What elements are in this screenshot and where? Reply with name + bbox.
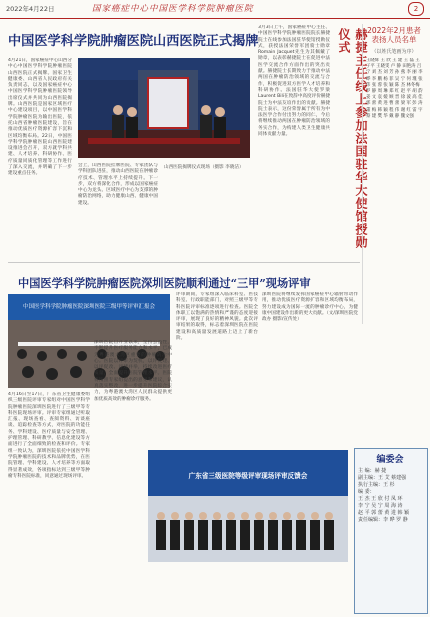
article1-title: 中国医学科学院肿瘤医院山西医院正式揭牌 — [8, 34, 259, 49]
editorial-row: 赵 平 郭 蕾 黄 进 韩 颖 — [358, 510, 410, 516]
article2-photo-group — [148, 450, 348, 562]
article1-col1: 4月21日，国家癌症中心山西分中心中国医学科学院肿瘤医院山西医院正式揭牌。国家卫生健康委、山西省人民政府有关负责同志，以及国家癌症中心中国医学科学院肿瘤医院领导出席仪式并共同为山西医院揭牌。山西医院是国家区域医疗中心建设项目，以中国医学科学院肿瘤医院为输出医院，依托山西省肿瘤医院建设，旨在推动优质医疗资源扩容下沉和区域均衡布局。22日，中国医学科学院肿瘤医院山西医院建设推进会召开，双方就学科共建、人才培养、科研协作、医疗质量同质化管理等工作进行了深入交流，并明确了下一步建设重点任务。 — [8, 58, 72, 177]
section-divider — [8, 262, 360, 263]
editorial-board-title: 编委会 — [376, 455, 404, 465]
honor-list-title: 2022年2月患者表扬人员名单 — [367, 26, 421, 44]
article1-col2: 会上，山西医院挂牌医院、专家团队与学科团队进驻，推动山西医院在肿瘤诊疗技术、管理水平上持续提升。下一步，双方将深化合作，形成以国家癌症中心为龙头、区域医疗中心为支撑的肿瘤防治网络，助力健康山西、健康中国建设。 — [78, 163, 158, 206]
editorial-row: 王 杰 王 欣 付 凤 环 — [358, 496, 403, 502]
meeting-banner-text: 中国医学科学院肿瘤医院深圳医院三级甲等评审汇报会 — [22, 304, 155, 310]
editorial-board-list — [358, 468, 424, 524]
editorial-row: 责任编辑：李 晔 罗 静 — [358, 517, 408, 523]
editorial-row: 执行主编：王 杉 — [358, 482, 395, 488]
article2-col1: 4月16日至17日，广东省卫生健康委组织三级医院评审专家组对中国医学科学院肿瘤医院深圳医院进行了三级甲等专科医院现场评审。评审专家组通过听取汇报、现场查看、查阅资料、访谈座谈、追踪检查等方式，对医院的功能任务、学科建设、医疗质量与安全管理、护理管理、科研教学、信息化建设等方面进行了全面细致的检查和评价。专家组一致认为，深圳医院依托中国医学科学院肿瘤医院的技术和品牌优势，在医院管理、学科建设、人才培养等方面取得显著成效，各项指标达到三级甲等肿瘤专科医院标准，同意通过现场评审。 — [8, 392, 90, 479]
article2-col2: 深圳医院自开业以来，坚持公益性，不断提升医疗服务能力和水平，已成为粤港澳大湾区重要的肿瘤防治中心。医院以评审为契机，以评促建、以评促改、评建并举，持续改进医疗质量，全面提升医院管理水平。医院将按照专家组提出的意见和建议，认真落实整改，进一步提升医院综合实力，为粤港澳大湾区人民群众提供更加优质高效的肿瘤诊疗服务。 — [94, 340, 172, 402]
editorial-row: 李 宁 吴 宁 周 海 涛 — [358, 503, 403, 509]
honor-list-subtitle: （以姓氏笔画为序） — [371, 49, 417, 55]
article1-vertical-title: 赫捷主任线上参加法国驻华大使馆授勋仪式 — [337, 28, 368, 249]
article2-col3: 评审期间，专家组深入临床科室、医技科室、行政职能部门，对照三级甲等专科医院评审标准逐项进行检查。医院全体职工以饱满的热情和严谨的态度迎接评审，展现了良好的精神风貌。此次评审结果的取得，标志着深圳医院在医院建设和高质量发展道路上迈上了新台阶。 — [176, 292, 258, 342]
article2-title: 中国医学科学院肿瘤医院深圳医院顺利通过“三甲”现场评审 — [18, 276, 311, 290]
group-banner-text: 广东省三级医院等级评审现场评审反馈会 — [188, 472, 308, 480]
issue-date: 2022年4月22日 — [6, 5, 55, 13]
page-number: 2 — [408, 2, 424, 16]
editorial-row: 主 编：赫 捷 — [358, 468, 387, 474]
article1-photo — [78, 58, 250, 158]
article1-col3: 3月3日上午，国家癌症中心主任、中国医学科学院肿瘤医院院长赫捷院士在线参加法国驻华使馆授勋仪式，获授法国荣誉军团骑士勋章Romain Jacquet先生为其佩戴了勋章，以表彰赫捷院士在促进中法医学交流合作方面作出的突出贡献。赫捷院士长期致力于推动中法两国在肿瘤防治领域的交流与合作，积极促进双方医学人才培养和科研协作。法国驻华大使罗梁Laurent Bili在致辞中高度评价赫捷院士为中法友谊作出的贡献。赫捷院士表示，这份荣誉属于所有为中法医学合作付出努力的同仁，今后将继续推动两国在肿瘤防治领域的务实合作，为构建人类卫生健康共同体贡献力量。 — [258, 25, 330, 138]
article1-photo-caption: 山西医院揭牌仪式现场（摄影 李晓洁） — [164, 165, 244, 170]
editorial-row: 编 委： — [358, 489, 375, 495]
paper-name: 国家癌症中心中国医学科学院肿瘤医院 — [92, 4, 254, 14]
article2-col4: 深圳医院将继续发挥国家癌症中心辐射带动作用，推动优质医疗资源扩容和区域均衡布局，努力建设成为国际一流的肿瘤诊疗中心，为健康中国建设作出新的更大贡献。（文/深圳医院党政办 摄影/宣传处） — [262, 292, 358, 323]
editorial-row: 副主编：王 艾 蔡建强 — [358, 475, 407, 481]
honor-names: 王晓辉 王 欣 王 建 王 磊 王子平 王晓雯 卢 静 田艳涛 吕 宁 刘 杰 刘 芳 孙 燕 李 丽 李 晔 李 鹏 杨 菲 吴 宁 何 瑾 张 伟 张 蓉 张 颖 陈 杰 林冬梅 罗 静 周 琳 郑 红 赵 平 胡 韵 姜 文 袁 媛 顾 晋 徐 波 高 佳 郭 蕾 黄 进 曹 蕾 梁 军 彭 涛 董 梅 韩 颖 程 伟 谢 红 雷 宇 蔡 建 樊 华 戴 静 魏文强 — [366, 58, 423, 119]
